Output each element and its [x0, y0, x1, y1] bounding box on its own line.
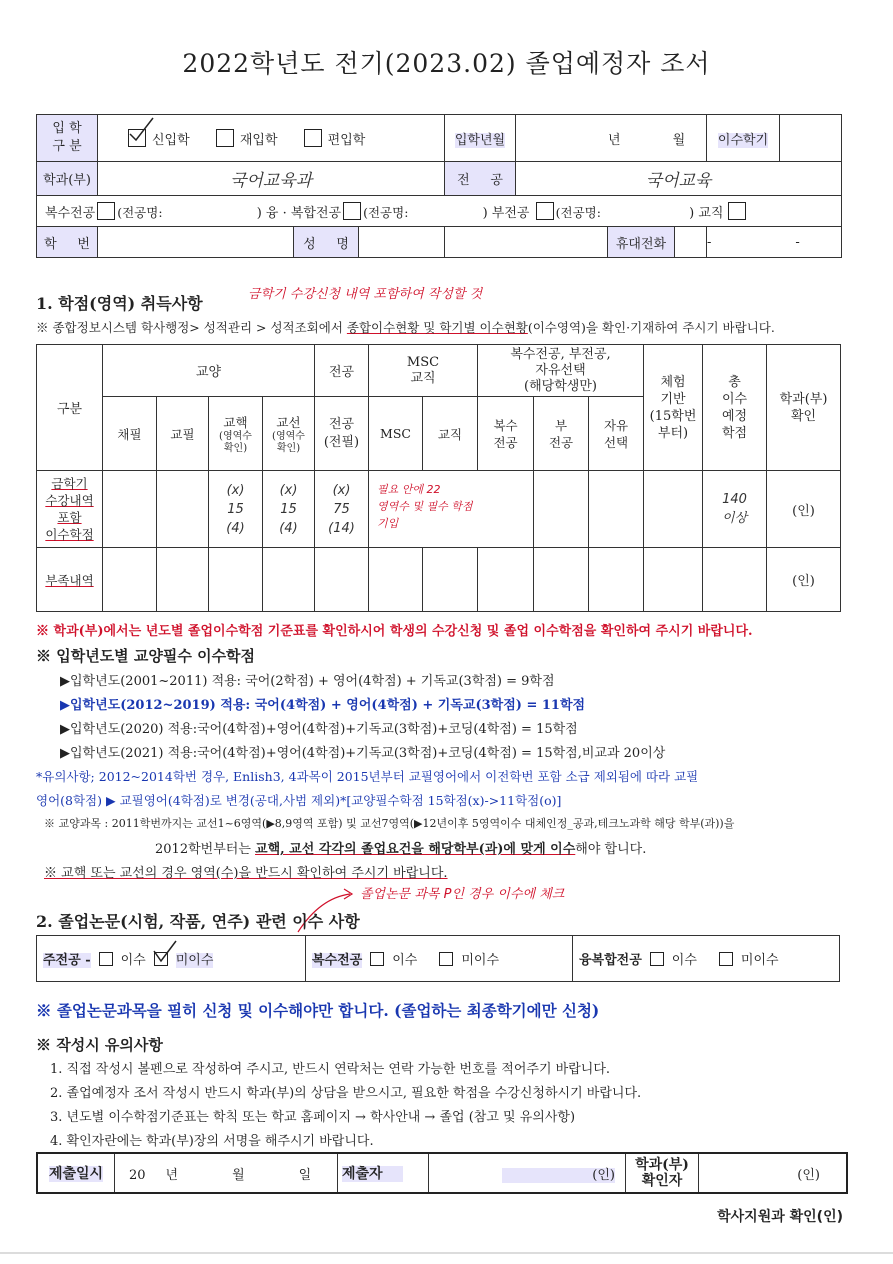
teaching-checkbox[interactable] — [728, 202, 746, 220]
year-prefix: 20 — [129, 1167, 146, 1183]
row2-gyoseon[interactable] — [263, 548, 315, 612]
main-done-label: 이수 — [120, 953, 146, 968]
double-major-thesis — [306, 936, 573, 982]
double-done-checkbox[interactable] — [370, 952, 384, 966]
core-line-2: 2012학번부터는 교핵, 교선 각각의 졸업요건을 해당학부(과)에 맞게 이수해야 합니다. — [155, 842, 647, 857]
sub-double: 복수 전공 — [478, 397, 534, 471]
major-options-row — [37, 196, 842, 227]
completed-semester-field[interactable] — [780, 115, 842, 162]
group-major: 전공 — [315, 345, 369, 397]
check-mark-icon — [127, 116, 157, 146]
major-value: 국어교육 — [645, 171, 712, 191]
thesis-table — [36, 935, 840, 982]
row1-free[interactable] — [589, 471, 644, 548]
row2-minor[interactable] — [534, 548, 589, 612]
fusion-major-label: 융 · 복합전공 — [265, 205, 342, 221]
row2-gyopil[interactable] — [157, 548, 209, 612]
caution-item: 2. 졸업예정자 조서 작성시 반드시 학과(부)의 상담을 받으시고, 필요한 학점을 수강신청하시기 바랍니다. — [50, 1086, 642, 1101]
group-liberal: 교양 — [103, 345, 315, 397]
group-msc: MSC 교직 — [369, 345, 478, 397]
thesis-blue-notice: ※ 졸업논문과목을 필히 신청 및 이수해야만 합니다. (졸업하는 최종학기에만 신청) — [36, 1001, 600, 1020]
core-line-2-underlined: 교핵, 교선 각각의 졸업요건을 해당학부(과)에 맞게 이수 — [255, 842, 576, 857]
completed-semester-label-cell — [707, 115, 780, 162]
sub-teaching: 교직 — [423, 397, 478, 471]
submitter-label: 제출자 — [342, 1166, 403, 1182]
confirmer-label: 학과(부) 확인자 — [626, 1153, 699, 1193]
row2-label: 부족내역 — [37, 548, 103, 612]
credit-table — [36, 344, 841, 612]
submission-table — [36, 1152, 848, 1194]
row2-major[interactable] — [315, 548, 369, 612]
major-field[interactable] — [516, 162, 842, 196]
confirmer-field[interactable] — [699, 1153, 848, 1193]
row2-chaepil[interactable] — [103, 548, 157, 612]
submit-day-unit: 일 — [298, 1167, 312, 1183]
required-credits-heading: ※ 입학년도별 교양필수 이수학점 — [36, 647, 256, 665]
caution-line-2: 영어(8학점) ▶ 교필영어(4학점)로 변경(공대,사범 제외)*[교양필수학점 15학점(x)->11학점(o)] — [36, 793, 562, 808]
year-unit: 년 — [608, 132, 621, 148]
readmission-checkbox[interactable] — [216, 129, 234, 147]
row2-experience[interactable] — [644, 548, 703, 612]
submit-date-label: 제출일시 — [48, 1166, 104, 1182]
dept-value: 국어교육과 — [229, 171, 313, 191]
submit-year-unit: 년 — [165, 1167, 179, 1183]
section2-handwritten-note: 졸업논문 과목 P인 경우 이수에 체크 — [360, 887, 565, 902]
double-not-done-label: 미이수 — [461, 953, 500, 968]
row1-gyoseon[interactable]: (x) 15 (4) — [263, 471, 315, 548]
completed-semester-label: 이수학기 — [717, 132, 769, 148]
confirmer-seal: (인) — [797, 1167, 820, 1183]
section1-handwritten-note: 금학기 수강신청 내역 포함하여 작성할 것 — [248, 287, 483, 302]
sub-gyohaek-cell: 교핵 (영역수 확인) — [209, 397, 263, 471]
transfer-label: 편입학 — [327, 132, 366, 148]
month-unit: 월 — [672, 132, 686, 148]
name-label: 성 명 — [293, 227, 359, 257]
instruction-underlined: 종합이수현황 및 학기별 이수현황 — [346, 320, 528, 335]
submitter-seal: (인) — [502, 1168, 615, 1183]
fusion-major-thesis — [573, 936, 840, 982]
cautions-list — [50, 1058, 641, 1154]
scan-edge-line — [0, 1252, 893, 1254]
fusion-major-checkbox[interactable] — [343, 202, 361, 220]
caution-item: 1. 직접 작성시 볼펜으로 작성하여 주시고, 반드시 연락처는 연락 가능한 번호를 적어주기 바랍니다. — [50, 1062, 611, 1077]
sub-free: 자유 선택 — [589, 397, 644, 471]
main-not-done-label: 미이수 — [175, 953, 214, 968]
major-label: 전 공 — [445, 162, 516, 196]
double-major-label: 복수전공 — [45, 205, 96, 221]
page-title: 2022학년도 전기(2023.02) 졸업예정자 조서 — [182, 49, 711, 78]
fusion-major-close: ) — [482, 205, 488, 221]
sub-msc: MSC — [369, 397, 423, 471]
row1-chaepil[interactable] — [103, 471, 157, 548]
double-not-done-checkbox[interactable] — [439, 952, 453, 966]
submit-date-label-cell — [37, 1153, 115, 1193]
admission-type-options — [98, 115, 445, 162]
group-multi: 복수전공, 부전공, 자유선택 (해당학생만) — [478, 345, 644, 397]
admission-year-label: 입학년월 — [454, 132, 506, 148]
readmission-label: 재입학 — [239, 132, 278, 148]
required-credits-2: ▶입학년도(2012~2019) 적용: 국어(4학점) + 영어(4학점) + 기독교(3학점) = 11학점 — [60, 698, 586, 713]
row1-major[interactable]: (x) 75 (14) — [315, 471, 369, 548]
fusion-major-name-hint: (전공명: — [363, 204, 409, 220]
minor-close: ) — [689, 205, 695, 221]
caution-line-1: *유의사항; 2012~2014학번 경우, Enlish3, 4과목이 2015년부터 교필영어에서 이전학번 포함 소급 제외됨에 따라 교필 — [36, 769, 699, 784]
required-credits-3: ▶입학년도(2020) 적용:국어(4학점)+영어(4학점)+기독교(3학점)+코딩(4학점) = 15학점 — [60, 722, 578, 737]
dept-label: 학과(부) — [37, 162, 98, 196]
submit-date-field[interactable] — [115, 1153, 338, 1193]
fusion-done-label: 이수 — [671, 953, 697, 968]
phone-separator-1: - — [707, 234, 712, 250]
student-info-table — [36, 114, 842, 258]
fusion-not-done-label: 미이수 — [740, 953, 779, 968]
core-line-3: ※ 교핵 또는 교선의 경우 영역(수)을 반드시 확인하여 주시기 바랍니다. — [44, 866, 448, 881]
row1-gyohaek[interactable]: (x) 15 (4) — [209, 471, 263, 548]
core-line-1: ※ 교양과목 : 2011학번까지는 교선1~6영역(▶8,9영역 포함) 및 교선7영역(▶12년이후 5영역이수 대체인정_공과,테크노과학 해당 학부(과))을 — [44, 817, 735, 830]
required-credits-1: ▶입학년도(2001~2011) 적용: 국어(2학점) + 영어(4학점) + 기독교(3학점) = 9학점 — [60, 674, 555, 689]
submitter-label-cell — [338, 1153, 429, 1193]
admission-year-field[interactable] — [516, 115, 707, 162]
row2-double[interactable] — [478, 548, 534, 612]
row2-confirm: (인) — [767, 548, 841, 612]
row2-msc[interactable] — [369, 548, 423, 612]
row1-minor[interactable] — [534, 471, 589, 548]
sub-chaepil: 채필 — [103, 397, 157, 471]
row1-total[interactable]: 140 이상 — [703, 471, 767, 548]
caution-item: 3. 년도별 이수학점기준표는 학칙 또는 학교 홈페이지 → 학사안내 → 졸업 (참고 및 유의사항) — [50, 1110, 576, 1125]
caution-item: 4. 확인자란에는 학과(부)장의 서명을 해주시기 바랍니다. — [50, 1134, 374, 1149]
sub-minor: 부 전공 — [534, 397, 589, 471]
phone-label: 휴대전화 — [607, 227, 675, 257]
admission-type-label: 입 학 구 분 — [37, 115, 98, 162]
row2-free[interactable] — [589, 548, 644, 612]
transfer-checkbox[interactable] — [304, 129, 322, 147]
double-major-name-hint: (전공명: — [117, 204, 163, 220]
red-notice: ※ 학과(부)에서는 년도별 졸업이수학점 기준표를 확인하시어 학생의 수강신청 및 졸업 이수학점을 확인하여 주시기 바랍니다. — [36, 624, 753, 639]
fusion-major-thesis-label: 융복합전공 — [579, 953, 642, 968]
main-major-label: 주전공 - — [43, 953, 91, 968]
col-confirm: 학과(부) 확인 — [767, 345, 841, 471]
sub-gyoseon-cell: 교선 (영역수 확인) — [263, 397, 315, 471]
row2-teaching[interactable] — [423, 548, 478, 612]
new-admission-checkbox[interactable] — [128, 129, 146, 147]
check-mark-icon — [152, 939, 178, 965]
cautions-heading: ※ 작성시 유의사항 — [36, 1036, 163, 1054]
office-confirm: 학사지원과 확인(인) — [717, 1209, 843, 1225]
minor-checkbox[interactable] — [536, 202, 554, 220]
student-id-label: 학 번 — [37, 227, 98, 258]
double-major-checkbox[interactable] — [97, 202, 115, 220]
double-major-thesis-label: 복수전공 — [312, 953, 363, 968]
section1-heading: 1. 학점(영역) 취득사항 — [36, 294, 203, 313]
col-experience: 체험 기반 (15학번 부터) — [644, 345, 703, 471]
section2-heading: 2. 졸업논문(시험, 작품, 연주) 관련 이수 사항 — [36, 912, 360, 931]
row1-msc-area[interactable] — [369, 471, 534, 548]
teaching-label: 교직 — [698, 205, 724, 221]
name-field[interactable] — [445, 227, 707, 258]
section1-instruction: ※ 종합정보시스템 학사행정> 성적관리 > 성적조회에서 종합이수현황 및 학기별 이수현황(이수영역)을 확인·기재하여 주시기 바랍니다. — [36, 320, 775, 335]
col-category: 구분 — [37, 345, 103, 471]
fusion-done-checkbox[interactable] — [650, 952, 664, 966]
row1-confirm: (인) — [767, 471, 841, 548]
row1-label: 금학기 수강내역 포함 이수학점 — [37, 471, 103, 548]
new-admission-label: 신입학 — [152, 132, 190, 148]
sub-major: 전공 (전필) — [315, 397, 369, 471]
minor-name-hint: (전공명: — [555, 204, 601, 220]
submit-month-unit: 월 — [232, 1167, 245, 1183]
dept-field[interactable] — [98, 162, 445, 196]
phone-field[interactable] — [707, 227, 842, 258]
double-done-label: 이수 — [392, 953, 418, 968]
main-not-done-checkbox[interactable] — [154, 952, 168, 966]
minor-label: 부전공 — [491, 205, 530, 221]
admission-year-label-cell — [445, 115, 516, 162]
row1-note: 필요 안에 22 영역수 및 필수 학점 기입 — [377, 483, 473, 530]
row2-gyohaek[interactable] — [209, 548, 263, 612]
col-total: 총 이수 예정 학점 — [703, 345, 767, 471]
row2-total[interactable] — [703, 548, 767, 612]
double-major-close: ) — [256, 205, 262, 221]
student-id-field[interactable] — [98, 227, 445, 258]
sub-gyopil: 교필 — [157, 397, 209, 471]
fusion-not-done-checkbox[interactable] — [719, 952, 733, 966]
main-major-thesis — [37, 936, 306, 982]
row1-gyopil[interactable] — [157, 471, 209, 548]
main-done-checkbox[interactable] — [99, 952, 113, 966]
submitter-field[interactable] — [429, 1153, 626, 1193]
row1-experience[interactable] — [644, 471, 703, 548]
required-credits-4: ▶입학년도(2021) 적용:국어(4학점)+영어(4학점)+기독교(3학점)+코딩(4학점) = 15학점,비교과 20이상 — [60, 746, 666, 761]
phone-separator-2: - — [795, 234, 800, 250]
